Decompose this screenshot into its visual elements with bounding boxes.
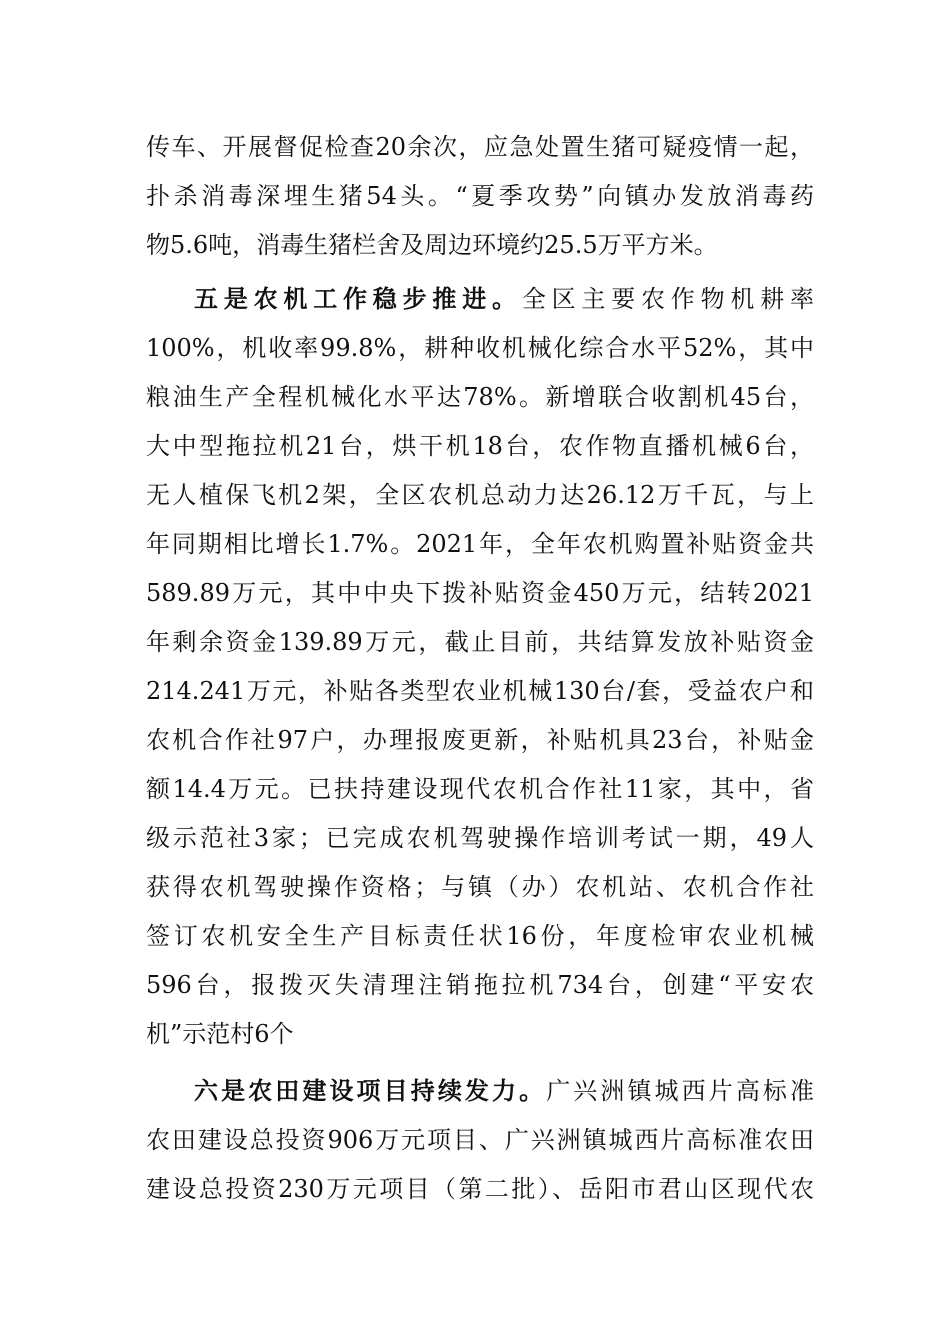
text-line: 214.241万元，补贴各类型农业机械130台/套，受益农户和	[146, 677, 814, 705]
text-line: 级示范社3家；已完成农机驾驶操作培训考试一期，49人	[146, 824, 814, 852]
paragraph-text: 全区主要农作物机耕率	[521, 285, 814, 313]
text-line: 机”示范村6个	[146, 1020, 294, 1048]
paragraph-first-line	[194, 1074, 814, 1108]
text-line: 传车、开展督促检查20余次，应急处置生猪可疑疫情一起，	[146, 133, 814, 161]
text-line: 获得农机驾驶操作资格；与镇（办）农机站、农机合作社	[146, 873, 814, 901]
text-line: 无人植保飞机2架，全区农机总动力达26.12万千瓦，与上	[146, 481, 814, 509]
text-line: 农田建设总投资906万元项目、广兴洲镇城西片高标准农田	[146, 1126, 814, 1154]
text-line: 年剩余资金139.89万元，截止目前，共结算发放补贴资金	[146, 628, 814, 656]
section-heading: 六是农田建设项目持续发力。	[194, 1076, 547, 1105]
text-line: 年同期相比增长1.7%。2021年，全年农机购置补贴资金共	[146, 530, 814, 558]
paragraph-first-line	[194, 282, 814, 316]
text-line: 100%，机收率99.8%，耕种收机械化综合水平52%，其中	[146, 334, 814, 362]
text-line: 物5.6吨，消毒生猪栏舍及周边环境约25.5万平方米。	[146, 231, 718, 259]
text-line: 农机合作社97户，办理报废更新，补贴机具23台，补贴金	[146, 726, 814, 754]
text-line: 大中型拖拉机21台，烘干机18台，农作物直播机械6台，	[146, 432, 814, 460]
text-line: 扑杀消毒深埋生猪54头。“夏季攻势”向镇办发放消毒药	[146, 182, 814, 210]
text-line: 额14.4万元。已扶持建设现代农机合作社11家，其中，省	[146, 775, 814, 803]
text-line: 粮油生产全程机械化水平达78%。新增联合收割机45台，	[146, 383, 814, 411]
section-heading: 五是农机工作稳步推进。	[194, 284, 522, 313]
text-line: 589.89万元，其中中央下拨补贴资金450万元，结转2021	[146, 579, 814, 607]
paragraph-text: 广兴洲镇城西片高标准	[546, 1077, 814, 1105]
text-line: 建设总投资230万元项目（第二批）、岳阳市君山区现代农	[146, 1175, 814, 1203]
text-line: 签订农机安全生产目标责任状16份，年度检审农业机械	[146, 922, 814, 950]
text-line: 596台，报拨灭失清理注销拖拉机734台，创建“平安农	[146, 971, 814, 999]
